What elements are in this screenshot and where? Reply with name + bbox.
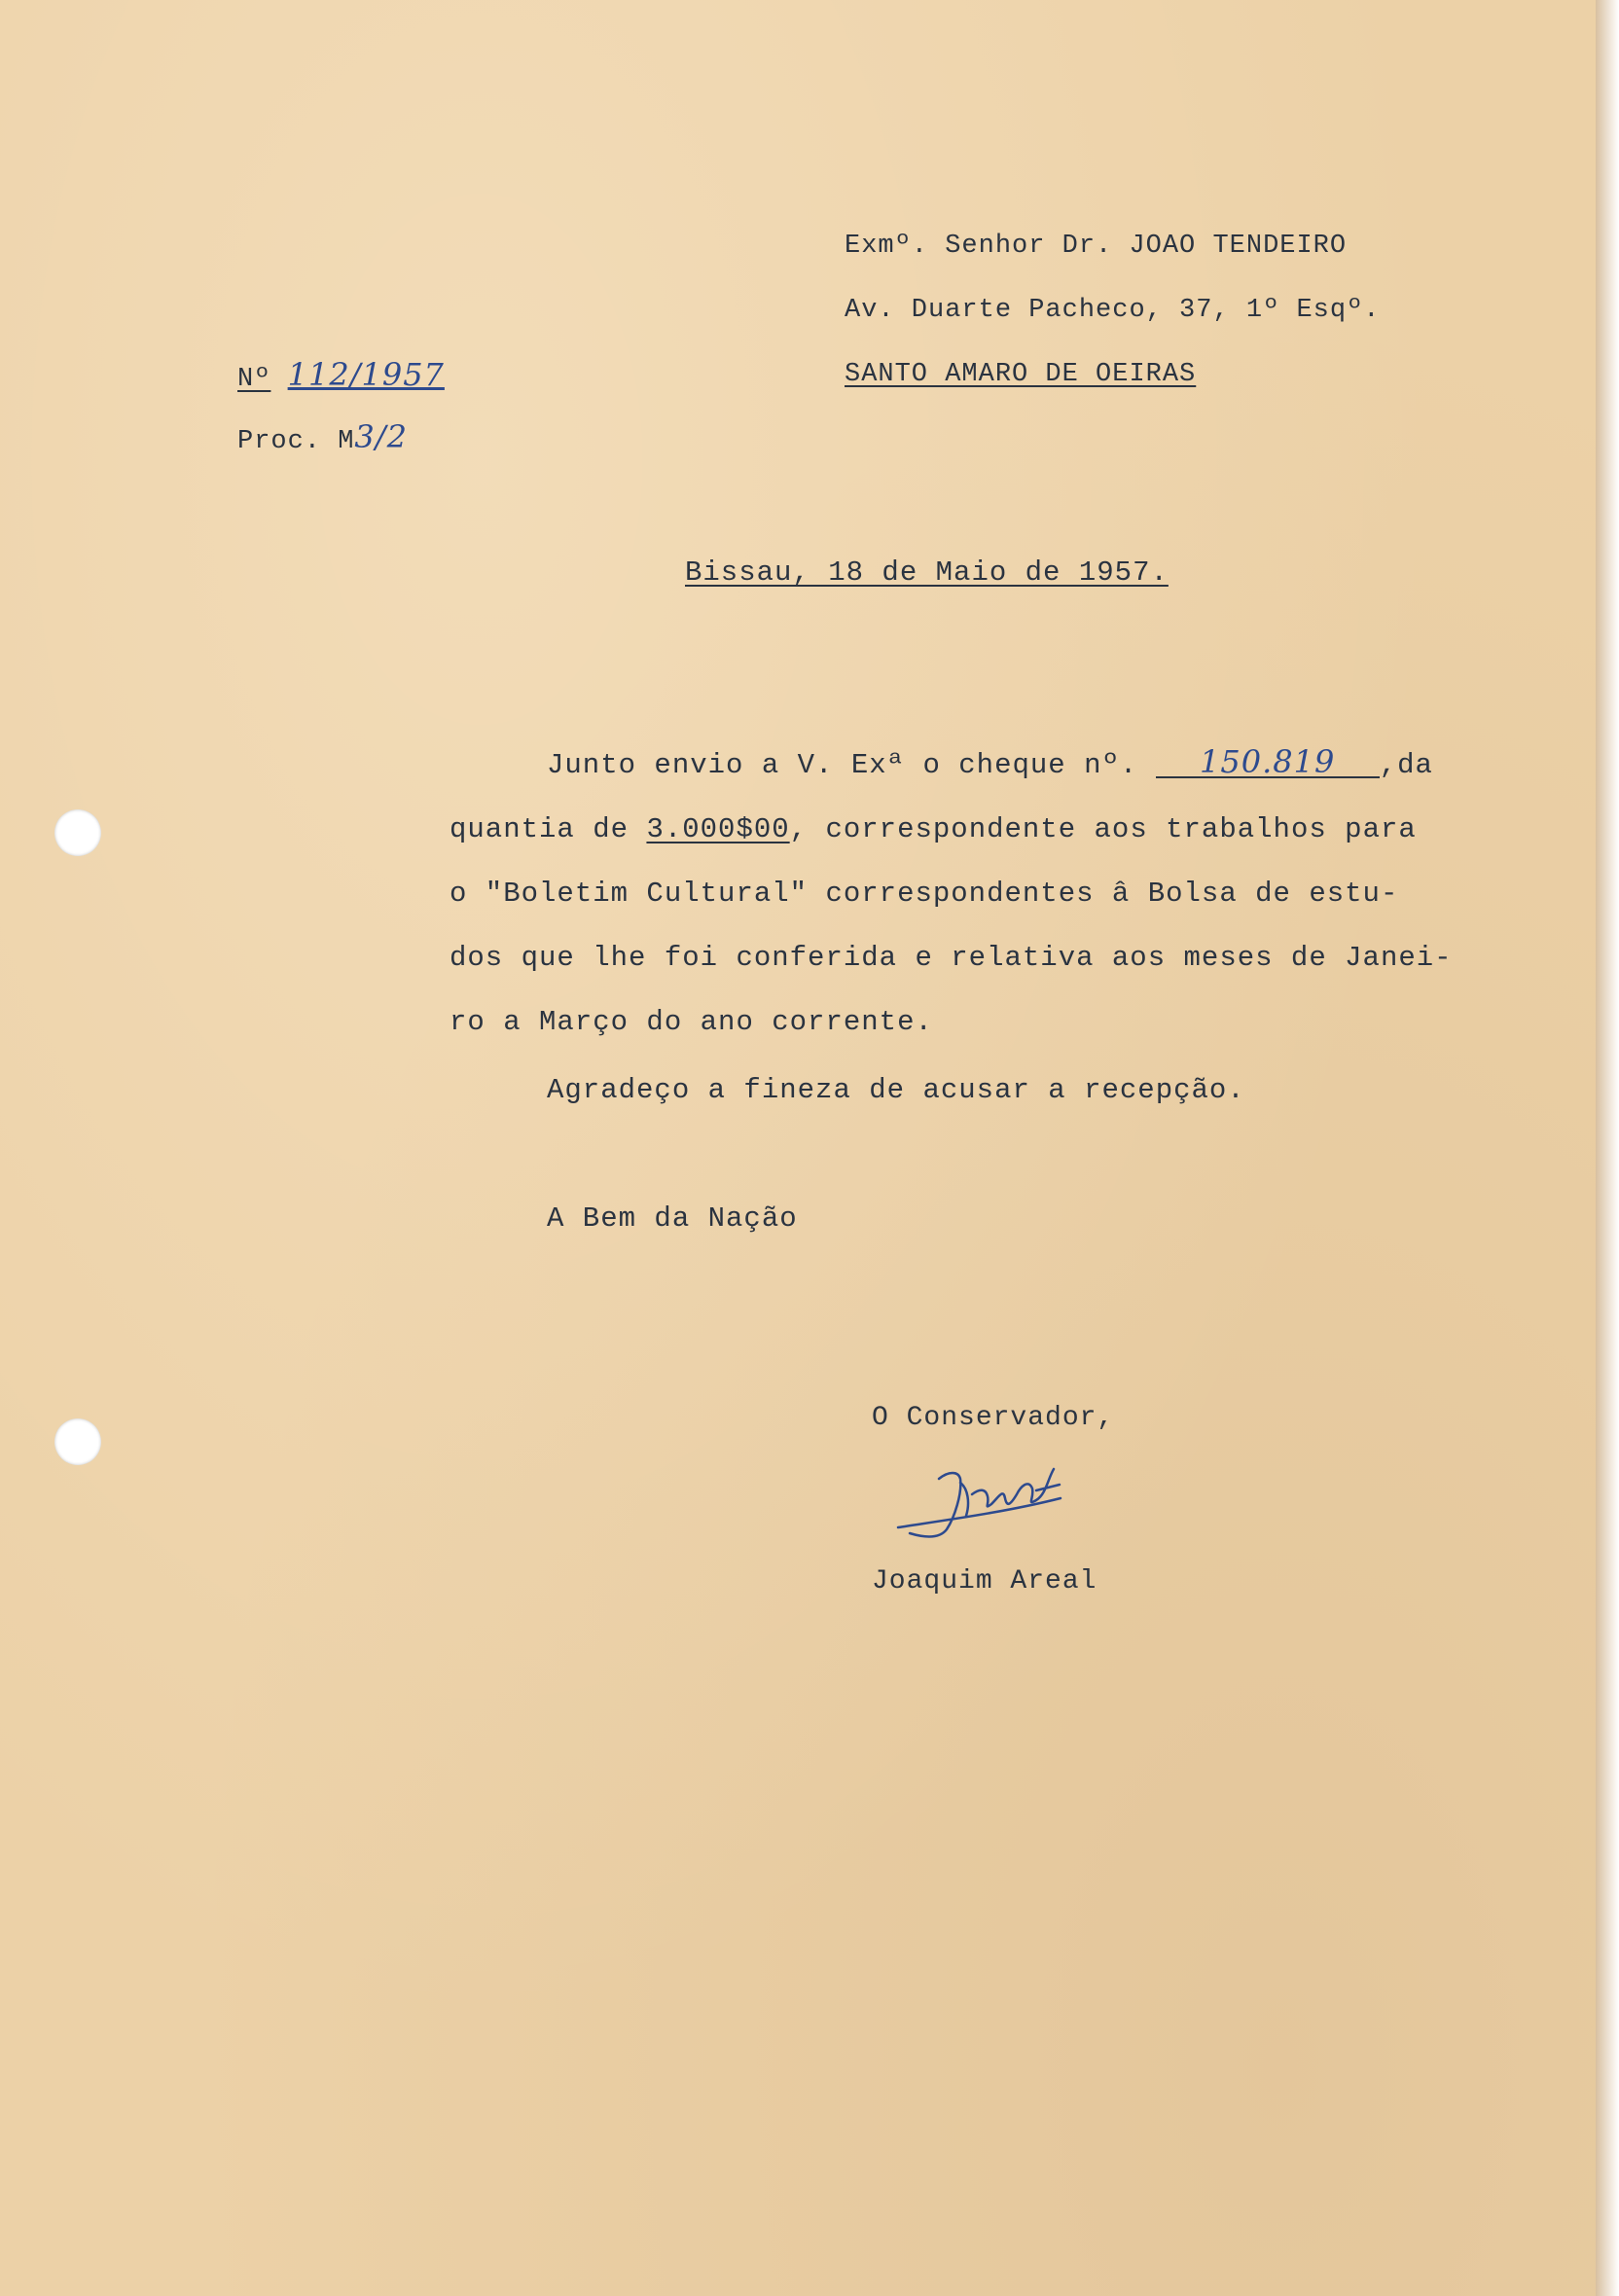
body-line-2 — [450, 813, 1417, 845]
process-label: Proc. M — [237, 427, 355, 456]
cheque-number: 150.819 — [1156, 747, 1380, 778]
amount: 3.000$00 — [646, 813, 790, 845]
date-line: Bissau, 18 de Maio de 1957. — [685, 556, 1169, 589]
reference-number-label: Nº — [237, 365, 271, 394]
body-line-2-prefix: quantia de — [450, 813, 647, 845]
recipient-line-3: SANTO AMARO DE OEIRAS — [845, 360, 1197, 389]
reference-number — [237, 356, 445, 394]
salutation: A Bem da Nação — [547, 1202, 798, 1235]
body-line-5: ro a Março do ano corrente. — [450, 1006, 933, 1038]
body-line-2-suffix: , correspondente aos trabalhos para — [789, 813, 1417, 845]
page-edge — [1596, 0, 1619, 2296]
body-line-1 — [547, 743, 1433, 781]
body-line-3: o "Boletim Cultural" correspondentes â Bolsa de estu- — [450, 878, 1399, 910]
signatory-name: Joaquim Areal — [872, 1566, 1097, 1596]
signatory-title: O Conservador, — [872, 1403, 1115, 1433]
recipient-line-1: Exmº. Senhor Dr. JOAO TENDEIRO — [845, 232, 1348, 261]
body-line-1-suffix: ,da — [1379, 749, 1433, 781]
process-value: 3/2 — [354, 418, 408, 455]
punch-hole-bottom — [54, 1418, 101, 1465]
recipient-line-2: Av. Duarte Pacheco, 37, 1º Esqº. — [845, 296, 1381, 325]
body-line-1-prefix: Junto envio a V. Exª o cheque nº. — [547, 749, 1138, 781]
closing-request: Agradeço a fineza de acusar a recepção. — [547, 1074, 1245, 1106]
handwritten-signature — [890, 1450, 1133, 1557]
punch-hole-top — [54, 809, 101, 856]
reference-number-value: 112/1957 — [287, 356, 445, 393]
body-line-4: dos que lhe foi conferida e relativa aos meses de Janei- — [450, 942, 1453, 974]
process-reference — [237, 418, 408, 456]
